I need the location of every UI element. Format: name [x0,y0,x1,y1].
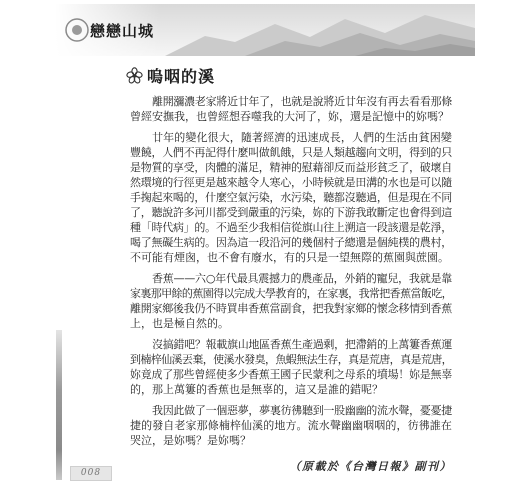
text-line: 我因此做了一個惡夢，夢裏彷彿聽到一股幽幽的流水聲，憂憂捷 [152,404,452,417]
text-line: 家裏那甲餘的蕉園得以完成大學教育的，在家裏，我常把香蕉當飯吃， [130,287,452,300]
text-line: 廿年的變化很大，隨著經濟的迅速成長，人們的生活由貧困變 [152,131,452,144]
text-line: 捷的發自老家那條楠梓仙溪的地方。流水聲幽幽咽咽的，彷彿誰在 [130,419,452,432]
text-line: 到楠梓仙溪丟棄，使溪水發臭，魚蝦無法生存，真是荒唐，真是荒唐， [130,353,452,366]
article-heading [126,65,215,85]
text-line: 然環境的行徑更是越來越令人寒心，小時候就是田溝的水也是可以隨 [130,176,452,189]
text-line: 上，也是極自然的。 [130,317,229,330]
text-line: 離開家鄉後我仍不時買串香蕉當副食，把我對家鄉的懷念移情到香蕉 [130,302,452,315]
text-line: 是物質的享受，肉體的滿足，精神的慰藉卻反而益形貧乏了，破壞自 [130,161,452,174]
text-line: 豐饒，人們不再記得什麼叫做飢餓，只是人類越趨向文明，得到的只 [130,146,452,159]
text-line: 了，聽說許多河川都受到嚴重的污染，妳的下游我敢斷定也會得到這 [130,206,452,219]
article-body [130,94,452,454]
article-title: 嗚咽的溪 [147,66,216,86]
text-line: 喝了無礙生病的。因為這一段沿河的幾個村子總還是個純樸的農村， [130,236,452,249]
text-line: 曾經安撫我，也曾經想吞噬我的大河了，妳，還是記憶中的妳嗎？ [130,110,449,123]
text-line: 離開瀰濃老家將近廿年了，也就是說將近廿年沒有再去看看那條 [152,95,452,108]
paragraph [130,337,452,397]
paragraph [130,271,452,331]
paragraph [130,130,452,265]
paragraph [130,94,452,124]
source-note: （原載於《台灣日報》副刊） [289,460,452,473]
paragraph [130,403,452,448]
text-line: 不可能有煙囪，也不會有廢水，有的只是一望無際的蕉園與蔗園。 [130,251,449,264]
text-line: 哭泣，是妳嗎？是妳嗎？ [130,434,251,447]
page-edge-shadow [56,330,62,480]
text-line: 手掬起來喝的，什麼空氣污染，水污染，聽都沒聽過，但是現在不同 [130,191,452,204]
flower-icon [126,67,143,84]
text-line: 的，那上萬簍的香蕉也是無辜的，這又是誰的錯呢？ [130,383,383,396]
text-line: 沒搞錯吧？報載旗山地區香蕉生產過剩，把滯銷的上萬簍香蕉運 [152,338,452,351]
book-title: 戀戀山城 [90,22,155,40]
text-line: 妳竟成了那些曾經使多少香蕉王國子民蒙利之母系的墳場！妳是無辜 [130,368,452,381]
text-line: 種「時代病」的。不過至少我相信從旗山往上溯這一段該還是乾淨， [130,221,452,234]
text-line: 香蕉——六○年代最具震撼力的農產品，外銷的寵兒，我就是靠 [152,272,452,285]
page-number: 008 [70,466,112,481]
